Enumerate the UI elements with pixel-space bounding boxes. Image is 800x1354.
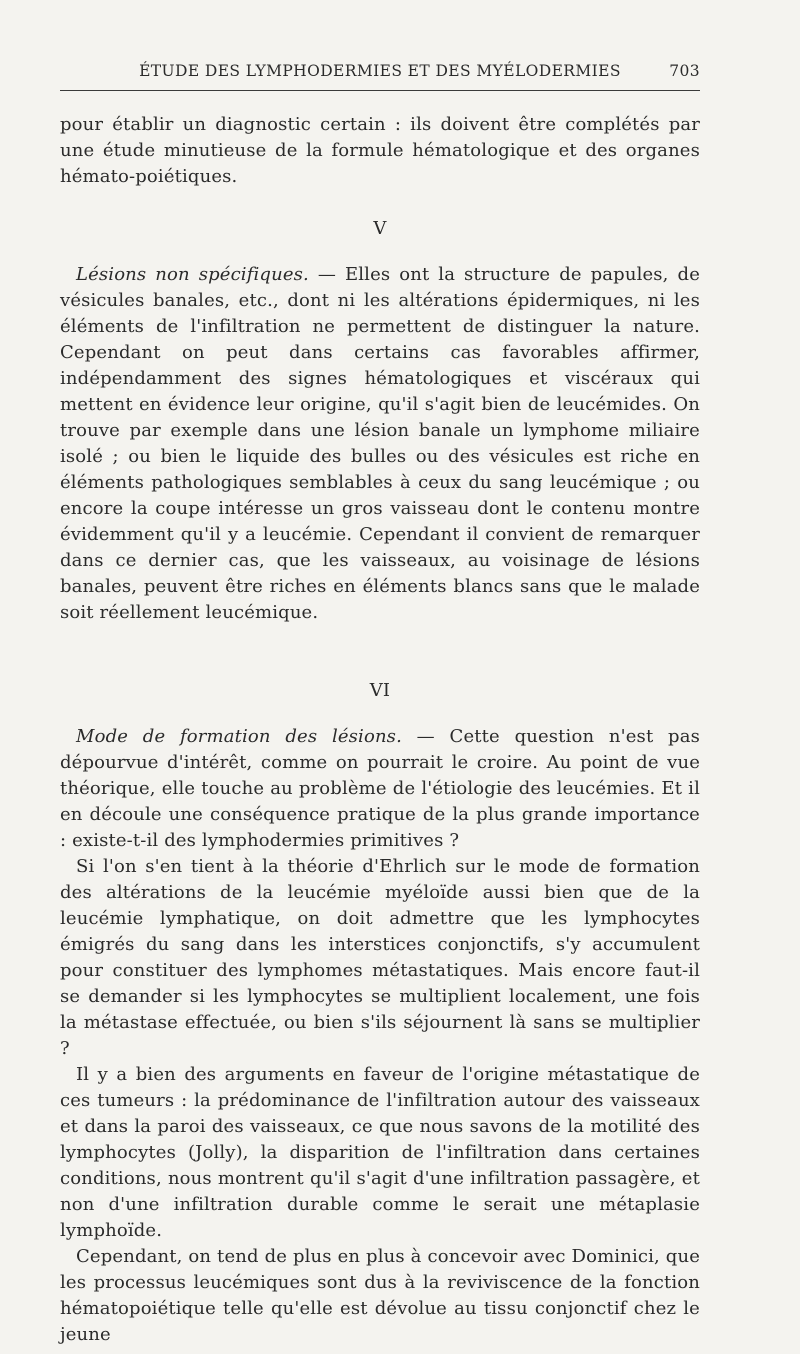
paragraph-metastatic-origin: Il y a bien des arguments en faveur de l'origine métastatique de ces tumeurs : la prédominance de l'infiltration autour des vaisseaux et dans la paroi des vaisseaux, ce que nous savons de la motilité des lymphocytes (Jolly), la disparition de l'infiltration dans certaines conditions, nous montrent qu'il s'agit d'une infiltration passagère, et non d'une infiltration durable comme le serait une métaplasie lymphoïde. [60, 1064, 700, 1241]
page-number: 703 [669, 62, 700, 80]
paragraph-ehrlich-theory: Si l'on s'en tient à la théorie d'Ehrlich sur le mode de formation des altérations de la leucémie myéloïde aussi bien que de la leucémie lymphatique, on doit admettre que les lymphocytes émigrés du sang dans les interstices conjonctifs, s'y accumulent pour constituer des lymphomes métastatiques. Mais encore faut-il se demander si les lymphocytes se multiplient localement, une fois la métastase effectuée, ou bien s'ils séjournent là sans se multiplier ? [60, 856, 700, 1059]
section-number-vi: VI [369, 680, 391, 701]
run-in-heading: Lésions non spécifiques. [76, 264, 309, 285]
paragraph-mode-de-formation [60, 724, 700, 854]
paragraph-text: — Cette question n'est pas dépourvue d'intérêt, comme on pourrait le croire. Au point de vue théorique, elle touche au problème de l'étiologie des leucémies. Et il en découle une conséquence pratique de la plus grande importance : existe-t-il des lymphodermies primitives ? [60, 726, 700, 851]
book-page [60, 50, 700, 1348]
run-in-heading: Mode de formation des lésions. [76, 726, 402, 747]
running-head [60, 50, 700, 91]
paragraph-text: — Elles ont la structure de papules, de vésicules banales, etc., dont ni les altérations épidermiques, ni les éléments de l'infiltration ne permettent de distinguer la nature. Cependant on peut dans certains cas favorables affirmer, indépendamment des signes hématologiques et viscéraux qui mettent en évidence leur origine, qu'il s'agit bien de leucémides. On trouve par exemple dans une lésion banale un lymphome miliaire isolé ; ou bien le liquide des bulles ou des vésicules est riche en éléments pathologiques semblables à ceux du sang leucémique ; ou encore la coupe intéresse un gros vaisseau dont le contenu montre évidemment qu'il y a leucémie. Cependant il convient de remarquer dans ce dernier cas, que les vaisseaux, au voisinage de lésions banales, peuvent être riches en éléments blancs sans que le malade soit réellement leucémique. [60, 264, 700, 623]
running-title: ÉTUDE DES LYMPHODERMIES ET DES MYÉLODERMIES [139, 62, 621, 80]
paragraph-dominici: Cependant, on tend de plus en plus à concevoir avec Dominici, que les processus leucémiques sont dus à la reviviscence de la fonction hématopoiétique telle qu'elle est dévolue au tissu conjonctif chez le jeune [60, 1246, 700, 1345]
section-number-v: V [373, 218, 387, 239]
paragraph-continuation: pour établir un diagnostic certain : ils doivent être complétés par une étude minutieuse de la formule hématologique et des organes hémato-poiétiques. [60, 114, 700, 187]
paragraph-lesions-non-specifiques [60, 262, 700, 626]
body-text [60, 112, 700, 1348]
